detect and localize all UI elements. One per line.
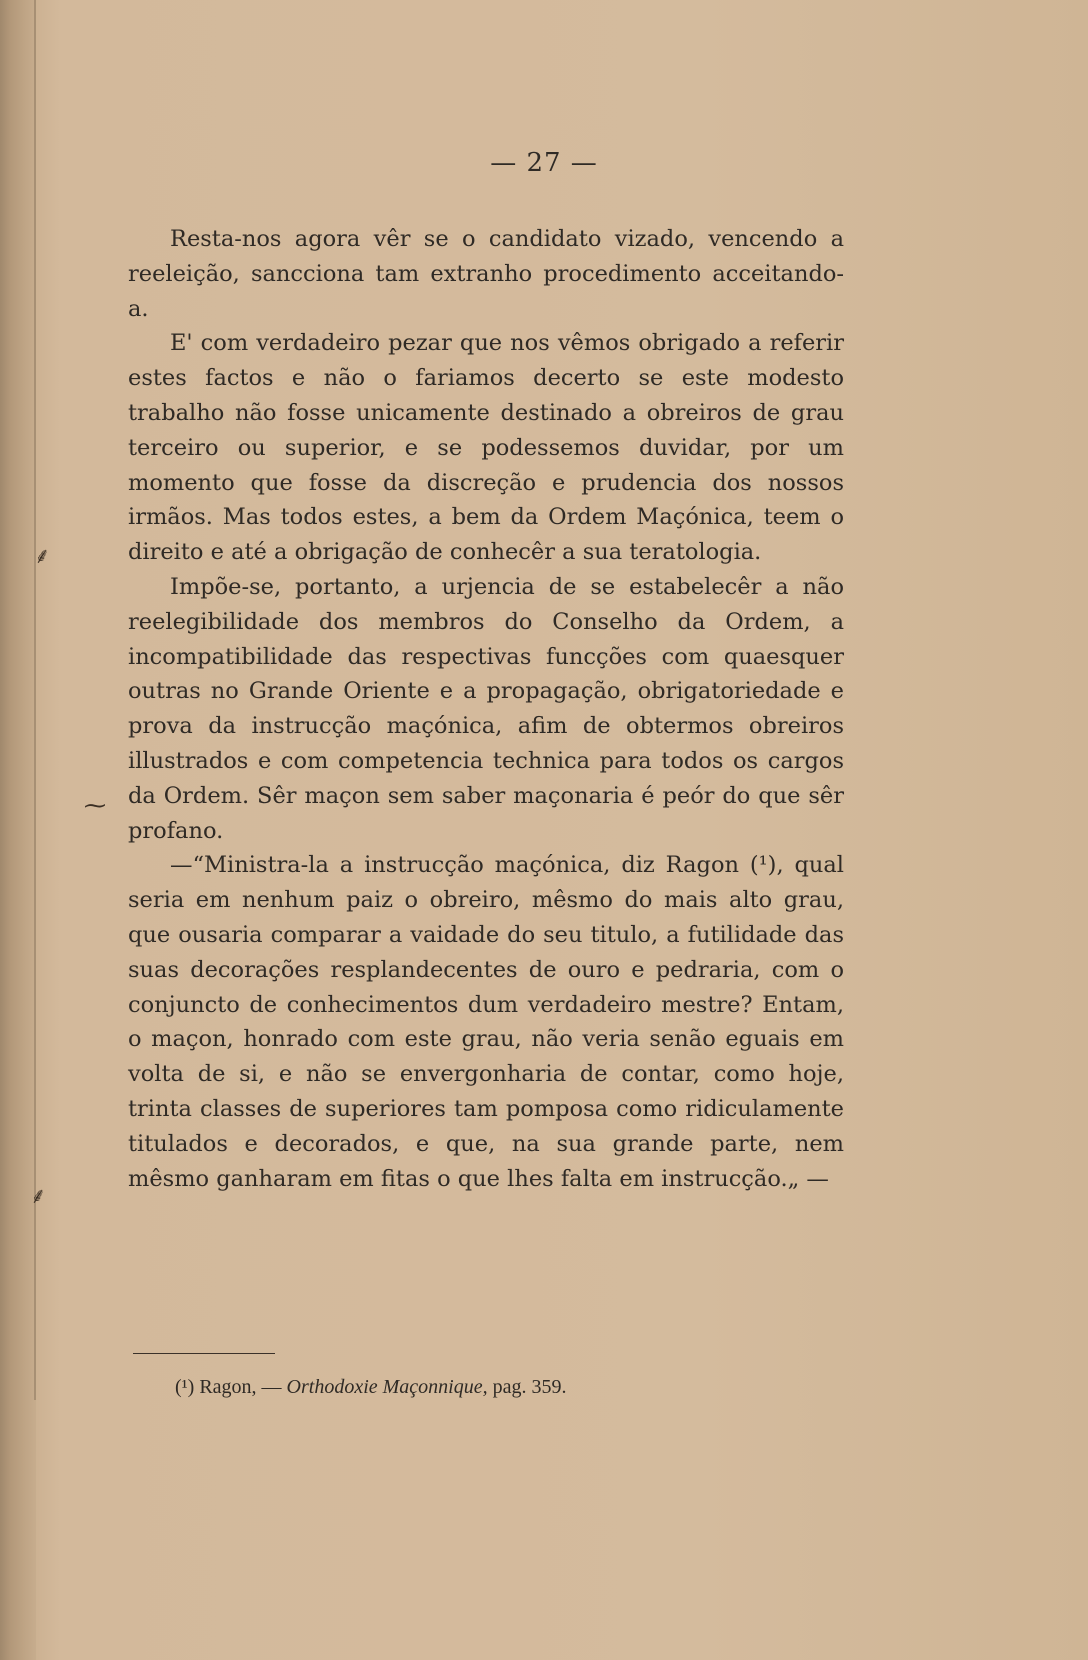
body-text — [128, 222, 844, 1196]
page-number: — 27 — — [490, 148, 598, 178]
paragraph-2: E' com verdadeiro pezar que nos vêmos obrigado a referir estes factos e não o fariamos decerto se este modesto trabalho não fosse unicamente destinado a obreiros de grau terceiro ou superior, e se podessemos duvidar, por um momento que fosse da discreção e prudencia dos nossos irmãos. Mas todos estes, a bem da Ordem Maçónica, teem o direito e até a obrigação de conhecêr a sua teratologia. — [128, 330, 844, 566]
paragraph-4: —“Ministra-la a instrucção maçónica, diz Ragon (¹), qual seria em nenhum paiz o obreiro, mêsmo do mais alto grau, que ousaria comparar a vaidade do seu titulo, a futilidade das suas decorações resplandecentes de ouro e pedraria, com o conjuncto de conhecimentos dum verdadeiro mestre? Entam, o maçon, honrado com este grau, não veria senão eguais em volta de si, e não se envergonharia de contar, como hoje, trinta classes de superiores tam pomposa como ridiculamente titulados e decorados, e que, na sua grande parte, nem mêsmo ganharam em fitas o que lhes falta em instrucção.„ — — [128, 852, 844, 1192]
footnote-marker: (¹) — [175, 1376, 195, 1398]
footnote-author: Ragon, — — [199, 1376, 282, 1398]
margin-mark-1: ⸙ — [34, 544, 51, 569]
footnote-work-title: Orthodoxie Maçonnique, — [286, 1376, 488, 1398]
page-binding-shadow — [0, 0, 36, 1660]
margin-mark-2: ⁓ — [84, 794, 106, 819]
footnote-page: pag. 359. — [492, 1376, 567, 1398]
margin-mark-3: ⸙ — [30, 1184, 47, 1209]
footnote-separator — [133, 1353, 275, 1354]
paragraph-3: Impõe-se, portanto, a urjencia de se estabelecêr a não reelegibilidade dos membros do Conselho da Ordem, a incompatibilidade das respectivas funcções com quaesquer outras no Grande Oriente e a propagação, obrigatoriedade e prova da instrucção maçónica, afim de obtermos obreiros illustrados e com competencia technica para todos os cargos da Ordem. Sêr maçon sem saber maçonaria é peór do que sêr profano. — [128, 573, 844, 844]
paragraph-1: Resta-nos agora vêr se o candidato vizado, vencendo a reeleição, sancciona tam extranho procedimento acceitando-a. — [128, 226, 844, 322]
footnote — [175, 1376, 567, 1399]
